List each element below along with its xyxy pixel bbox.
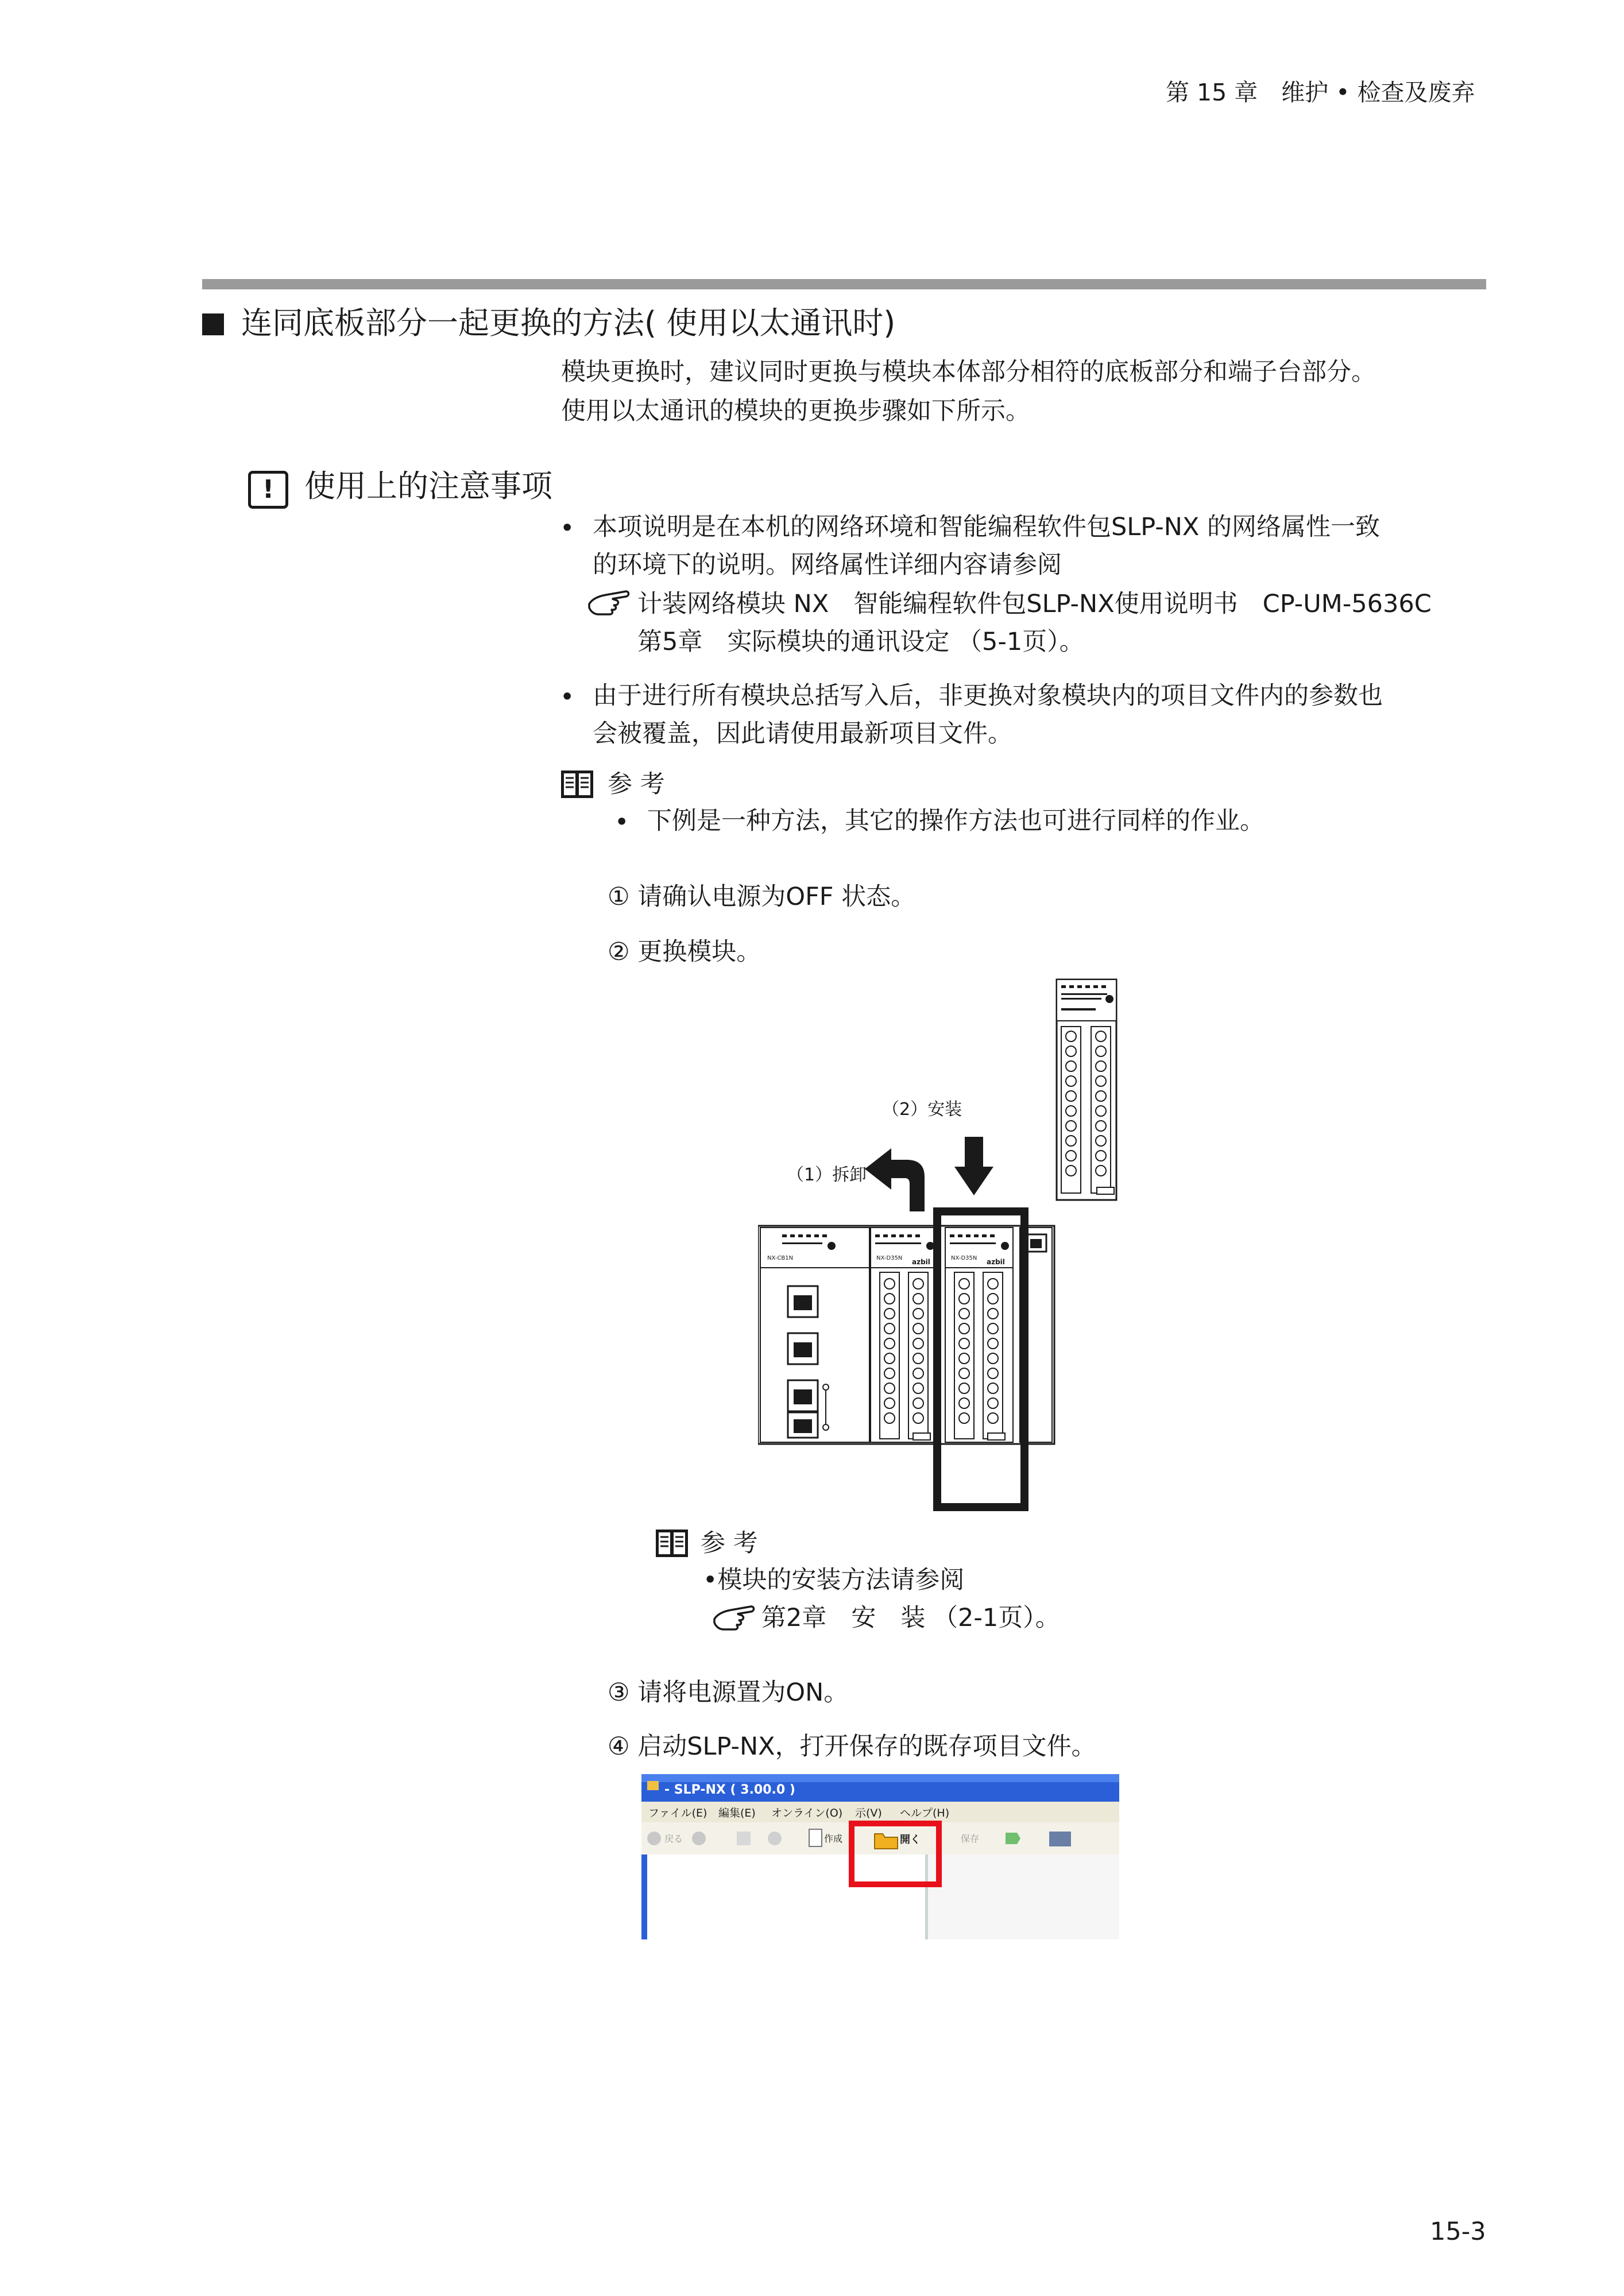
app-icon [647,1781,659,1790]
module-b-brand: azbil [987,1258,1005,1266]
book-icon-2 [655,1528,689,1558]
bullet-dot-1: • [560,514,575,543]
grid-icon[interactable] [1049,1832,1071,1846]
back-button[interactable]: 戻る [664,1833,683,1844]
reference-line-1: 计装网络模块 NX 智能编程软件包SLP-NX使用说明书 CP-UM-5636C [637,590,1432,618]
save-button[interactable]: 保存 [961,1833,980,1844]
step-3: ③ 请将电源置为ON。 [608,1678,849,1707]
reference2-text: •模块的安装方法请参阅 [703,1566,965,1594]
chapter-header [1166,73,1475,107]
new-file-icon[interactable] [809,1829,822,1846]
section-rule [202,279,1486,289]
back-icon[interactable] [647,1832,661,1845]
intro-line-1: 模块更换时，建议同时更换与模块本体部分相符的底板部分和端子台部分。 [561,358,1376,386]
caution-bullet1-line2: 的环境下的说明。网络属性详细内容请参阅 [593,551,1062,579]
chapter-title: 维护 • 检查及废弃 [1281,79,1475,106]
forward-icon[interactable] [692,1832,706,1845]
chapter-number: 第 15 章 [1166,79,1258,106]
caution-bullet1-line1: 本项说明是在本机的网络环境和智能编程软件包SLP-NX 的网络属性一致 [593,513,1381,541]
section-title-text: 连同底板部分一起更换的方法( 使用以太通讯时) [241,305,896,341]
module-a-brand: azbil [912,1258,930,1266]
base-assembly [758,1226,1054,1444]
home-icon[interactable] [737,1832,751,1845]
install-label: （2）安装 [882,1099,962,1120]
section-title [202,303,895,343]
reference2-ref: 第2章 安 装 （2-1页）。 [761,1604,1060,1632]
reference2-label: 参 考 [701,1529,758,1558]
module-a-label: NX-D35N [876,1255,903,1261]
window-title: - SLP-NX ( 3.00.0 ) [664,1783,795,1797]
new-button[interactable]: 作成 [824,1833,843,1844]
menu-online[interactable]: オンライン(O) [771,1807,843,1819]
step-4: ④ 启动SLP-NX，打开保存的既存项目文件。 [608,1732,1096,1761]
pointing-hand-icon [587,587,631,619]
caution-icon: ! [248,471,288,509]
page-number: 15-3 [1430,2217,1486,2246]
pointing-hand-icon-2 [712,1602,756,1634]
refresh-icon[interactable] [768,1832,782,1845]
caution-bullet2-line2: 会被覆盖，因此请使用最新项目文件。 [593,719,1012,748]
reference1-label: 参 考 [608,770,665,799]
open-button[interactable]: 開く [900,1834,921,1846]
remove-arrow-icon [865,1148,925,1211]
slp-nx-screenshot [641,1774,1119,1939]
menu-file[interactable]: ファイル(E) [648,1807,707,1819]
install-arrow-icon [954,1137,993,1195]
cpu-module-label: NX-CB1N [767,1255,794,1261]
caution-title: 使用上的注意事项 [304,468,552,504]
module-replacement-diagram [758,976,1131,1524]
reference1-text: 下例是一种方法，其它的操作方法也可进行同样的作业。 [647,807,1265,835]
reference-line-2: 第5章 实际模块的通讯设定 （5-1页）。 [637,628,1084,656]
menu-help[interactable]: ヘルプ(H) [900,1807,950,1819]
remove-label: （1）拆卸 [787,1165,867,1185]
square-bullet-icon [202,313,224,335]
step-1: ① 请确认电源为OFF 状态。 [608,882,916,911]
bullet-dot-3: • [614,808,629,837]
new-module [1057,979,1116,1200]
menu-edit[interactable]: 編集(E) [718,1807,756,1819]
caution-bullet2-line1: 由于进行所有模块总括写入后，非更换对象模块内的项目文件内的参数也 [593,682,1383,710]
bullet-dot-2: • [560,683,575,711]
step-2: ② 更换模块。 [608,938,761,966]
intro-line-2: 使用以太通讯的模块的更换步骤如下所示。 [561,397,1030,425]
module-b-label: NX-D35N [951,1255,977,1261]
menu-view[interactable]: 示(V) [855,1807,882,1819]
book-icon [560,769,594,799]
